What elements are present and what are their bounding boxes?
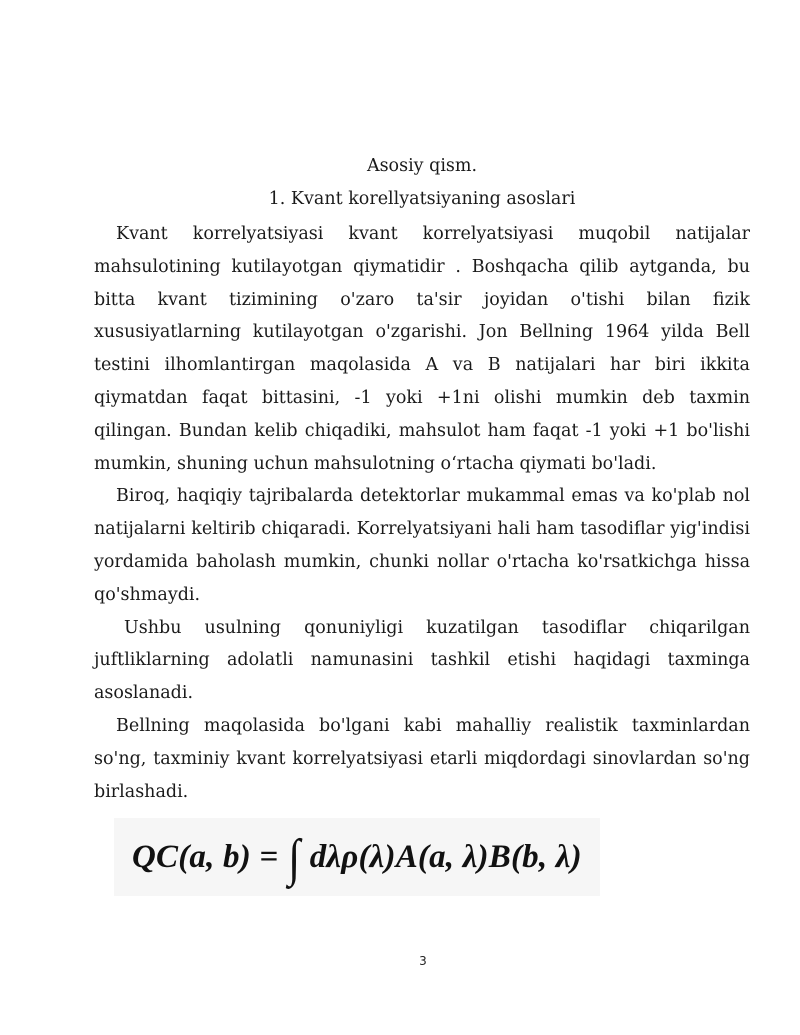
formula-left: QC(a, b) = xyxy=(132,839,287,875)
integral-symbol: ∫ xyxy=(287,830,301,887)
paragraph-1: Kvant korrelyatsiyasi kvant korrelyatsiyasi muqobil natijalar mahsulotining kutilayotgan qiymatidir . Boshqacha qilib aytganda, bu bitta kvant tizimining o'zaro ta'sir joyidan o'tishi bilan fizik xususiyatlarning kutilayotgan o'zgarishi. Jon Bellning 1964 yilda Bell testini ilhomlantirgan maqolasida A va B natijalari har biri ikkita qiymatdan faqat bittasini, -1 yoki +1ni olishi mumkin deb taxmin qilingan. Bundan kelib chiqadiki, mahsulot ham faqat -1 yoki +1 bo'lishi mumkin, shuning uchun mahsulotning o‘rtacha qiymati bo'ladi. xyxy=(94,224,750,474)
paragraph-4: Bellning maqolasida bo'lgani kabi mahalliy realistik taxminlardan so'ng, taxminiy kvant korrelyatsiyasi etarli miqdordagi sinovlardan so'ng birlashadi. xyxy=(94,715,750,802)
section-heading: Asosiy qism. xyxy=(366,156,478,176)
paragraph-3: Ushbu usulning qonuniyligi kuzatilgan tasodiflar chiqarilgan juftliklarning adolatli namunasini tashkil etishi haqidagi taxminga asoslanadi. xyxy=(94,617,750,704)
correlation-formula-image xyxy=(114,818,600,896)
correlation-formula xyxy=(132,828,582,888)
formula-right: dλρ(λ)A(a, λ)B(b, λ) xyxy=(301,839,582,875)
page-number: 3 xyxy=(419,954,427,968)
body-text xyxy=(94,218,750,808)
subsection-heading: 1. Kvant korellyatsiyaning asoslari xyxy=(268,189,576,209)
paragraph-2: Biroq, haqiqiy tajribalarda detektorlar mukammal emas va ko'plab nol natijalarni keltirib chiqaradi. Korrelyatsiyani hali ham tasodiflar yig'indisi yordamida baholash mumkin, chunki nollar o'rtacha ko'rsatkichga hissa qo'shmaydi. xyxy=(94,486,750,605)
